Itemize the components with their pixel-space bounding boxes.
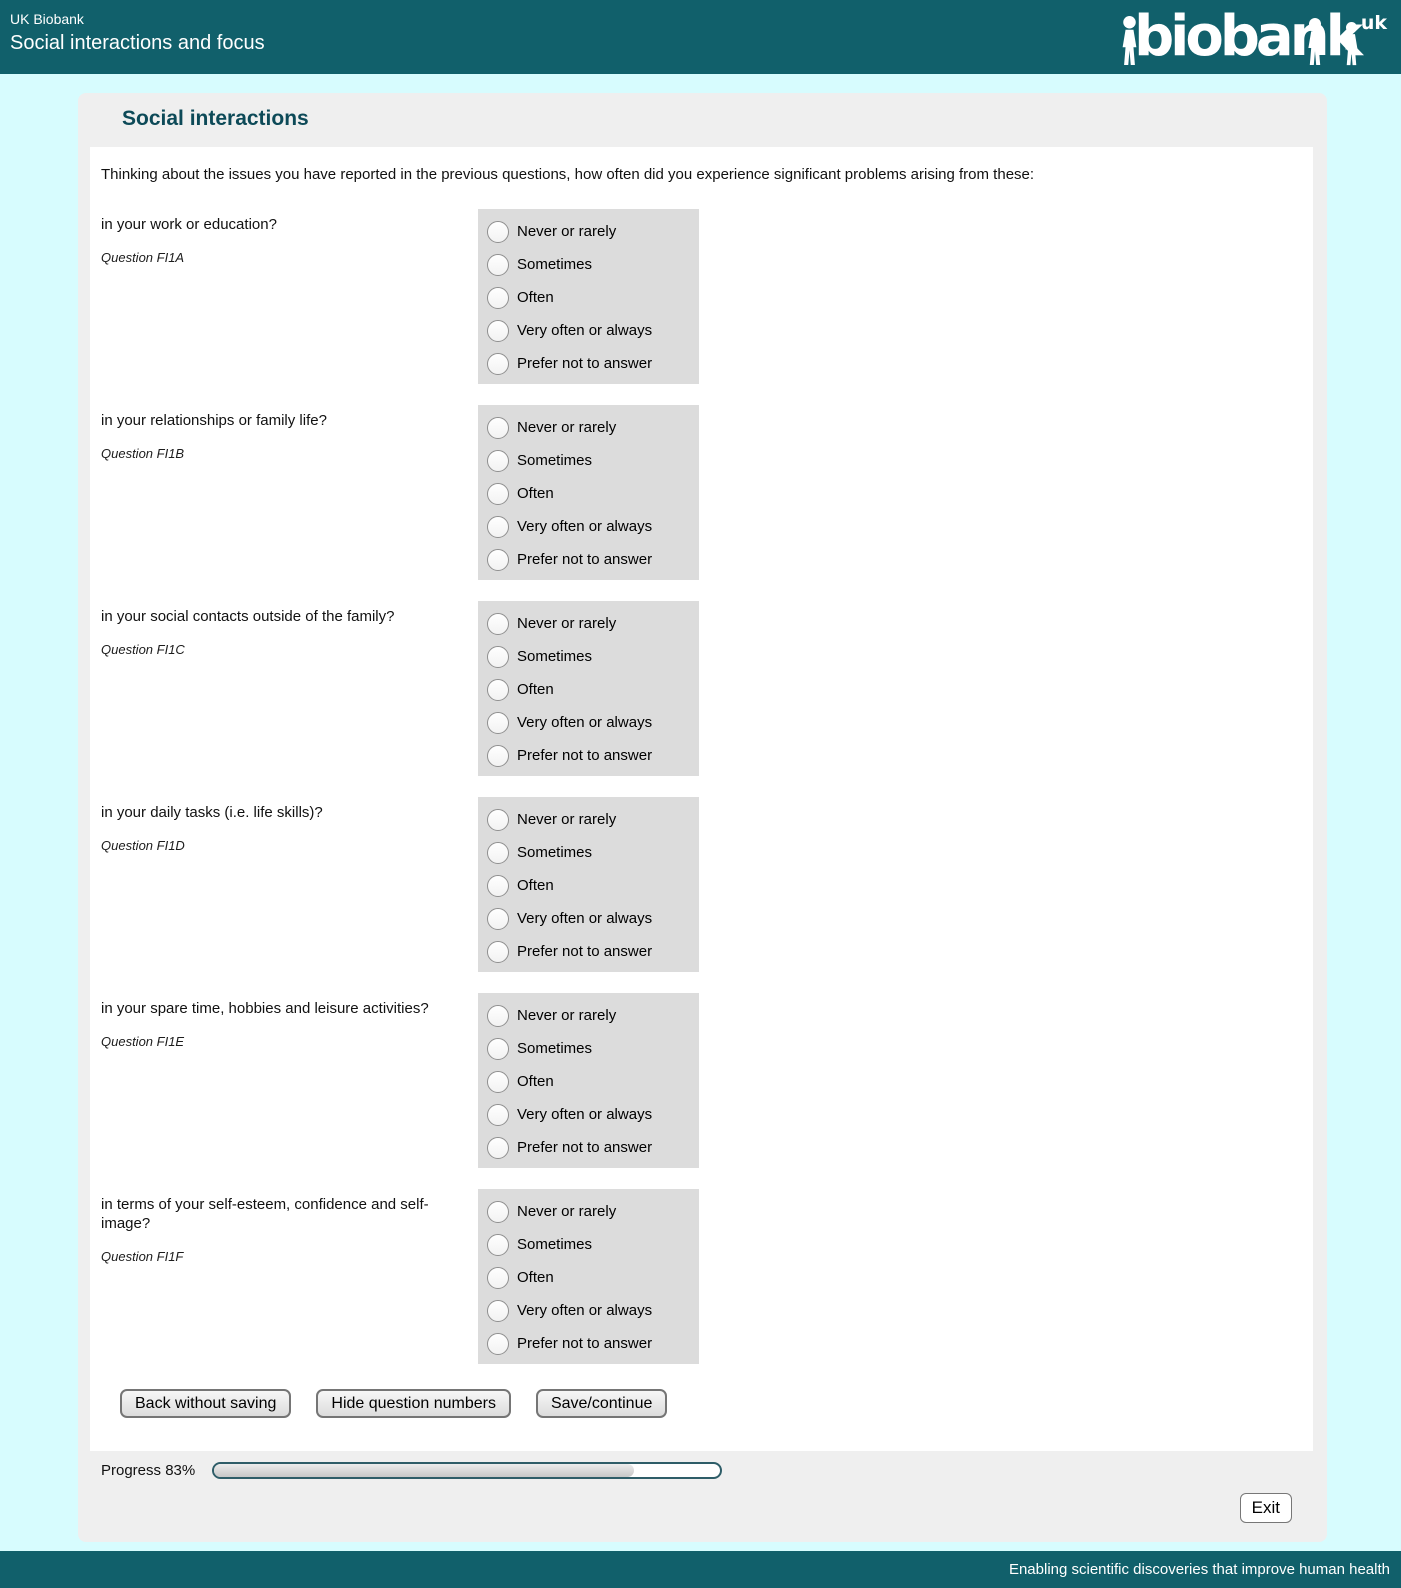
radio-button-icon[interactable]	[487, 809, 509, 831]
option-label: Never or rarely	[517, 811, 617, 828]
progress-bar	[212, 1462, 722, 1479]
radio-button-icon[interactable]	[487, 320, 509, 342]
radio-option[interactable]	[478, 935, 699, 968]
question-text-block	[101, 1189, 478, 1364]
radio-button-icon[interactable]	[487, 646, 509, 668]
save-continue-button[interactable]: Save/continue	[536, 1389, 667, 1418]
option-label: Prefer not to answer	[517, 551, 653, 568]
radio-button-icon[interactable]	[487, 1137, 509, 1159]
progress-row	[78, 1451, 1327, 1483]
option-label: Prefer not to answer	[517, 1335, 653, 1352]
options-group	[478, 601, 699, 776]
radio-button-icon[interactable]	[487, 450, 509, 472]
radio-button-icon[interactable]	[487, 842, 509, 864]
question-row	[101, 601, 1302, 776]
radio-button-icon[interactable]	[487, 549, 509, 571]
back-without-saving-button[interactable]: Back without saving	[120, 1389, 291, 1418]
options-group	[478, 405, 699, 580]
radio-option[interactable]	[478, 1098, 699, 1131]
option-label: Never or rarely	[517, 615, 617, 632]
question-code: Question FI1A	[101, 250, 185, 265]
option-label: Very often or always	[517, 518, 653, 535]
question-text-block	[101, 209, 478, 384]
question-text-block	[101, 797, 478, 972]
question-row	[101, 797, 1302, 972]
questions-panel	[90, 147, 1313, 1451]
radio-button-icon[interactable]	[487, 712, 509, 734]
radio-button-icon[interactable]	[487, 1300, 509, 1322]
hide-question-numbers-button[interactable]: Hide question numbers	[316, 1389, 511, 1418]
radio-option[interactable]	[478, 902, 699, 935]
question-label: in your work or education?	[101, 216, 277, 233]
option-label: Never or rarely	[517, 1007, 617, 1024]
option-label: Very often or always	[517, 1302, 653, 1319]
question-label: in your spare time, hobbies and leisure activities?	[101, 1000, 429, 1017]
radio-option[interactable]	[478, 1327, 699, 1360]
progress-label: Progress 83%	[101, 1461, 196, 1479]
radio-button-icon[interactable]	[487, 745, 509, 767]
question-label: in your relationships or family life?	[101, 412, 327, 429]
question-label: in terms of your self-esteem, confidence and self-image?	[101, 1196, 429, 1232]
radio-button-icon[interactable]	[487, 1071, 509, 1093]
radio-option[interactable]	[478, 510, 699, 543]
radio-button-icon[interactable]	[487, 417, 509, 439]
radio-option[interactable]	[478, 248, 699, 281]
app-title: UK Biobank	[10, 11, 84, 27]
radio-option[interactable]	[478, 803, 699, 836]
logo-text: biobank	[1134, 4, 1359, 69]
question-label: in your social contacts outside of the family?	[101, 608, 395, 625]
radio-option[interactable]	[478, 411, 699, 444]
radio-option[interactable]	[478, 640, 699, 673]
header-bar	[0, 0, 1401, 74]
radio-option[interactable]	[478, 607, 699, 640]
radio-button-icon[interactable]	[487, 1038, 509, 1060]
option-label: Very often or always	[517, 322, 653, 339]
option-label: Prefer not to answer	[517, 943, 653, 960]
radio-option[interactable]	[478, 543, 699, 576]
form-buttons-row	[120, 1389, 1302, 1418]
radio-button-icon[interactable]	[487, 221, 509, 243]
options-group	[478, 1189, 699, 1364]
question-code: Question FI1E	[101, 1034, 185, 1049]
intro-text: Thinking about the issues you have reported in the previous questions, how often did you experience significant problems arising from these:	[101, 166, 1035, 183]
options-group	[478, 797, 699, 972]
option-label: Sometimes	[517, 452, 593, 469]
radio-button-icon[interactable]	[487, 613, 509, 635]
radio-option[interactable]	[478, 1065, 699, 1098]
radio-option[interactable]	[478, 836, 699, 869]
option-label: Often	[517, 1073, 554, 1090]
biobank-logo	[1134, 0, 1387, 74]
page-title: Social interactions and focus	[10, 32, 265, 54]
radio-option[interactable]	[478, 999, 699, 1032]
question-row	[101, 209, 1302, 384]
radio-button-icon[interactable]	[487, 1005, 509, 1027]
option-label: Prefer not to answer	[517, 1139, 653, 1156]
radio-button-icon[interactable]	[487, 353, 509, 375]
radio-button-icon[interactable]	[487, 679, 509, 701]
question-row	[101, 993, 1302, 1168]
section-heading: Social interactions	[122, 107, 309, 130]
option-label: Often	[517, 485, 554, 502]
exit-button[interactable]: Exit	[1240, 1493, 1292, 1523]
option-label: Sometimes	[517, 1040, 593, 1057]
option-label: Never or rarely	[517, 1203, 617, 1220]
radio-button-icon[interactable]	[487, 287, 509, 309]
option-label: Very often or always	[517, 714, 653, 731]
radio-button-icon[interactable]	[487, 875, 509, 897]
radio-option[interactable]	[478, 706, 699, 739]
radio-option[interactable]	[478, 281, 699, 314]
radio-option[interactable]	[478, 444, 699, 477]
radio-option[interactable]	[478, 477, 699, 510]
radio-option[interactable]	[478, 1228, 699, 1261]
question-code: Question FI1B	[101, 446, 185, 461]
option-label: Never or rarely	[517, 223, 617, 240]
option-label: Very often or always	[517, 910, 653, 927]
option-label: Often	[517, 681, 554, 698]
question-text-block	[101, 993, 478, 1168]
question-text-block	[101, 601, 478, 776]
question-label: in your daily tasks (i.e. life skills)?	[101, 804, 323, 821]
question-text-block	[101, 405, 478, 580]
radio-button-icon[interactable]	[487, 1234, 509, 1256]
main-area	[0, 74, 1401, 1551]
option-label: Sometimes	[517, 1236, 593, 1253]
progress-fill	[214, 1464, 634, 1477]
option-label: Sometimes	[517, 256, 593, 273]
radio-button-icon[interactable]	[487, 1104, 509, 1126]
radio-button-icon[interactable]	[487, 254, 509, 276]
radio-button-icon[interactable]	[487, 1201, 509, 1223]
radio-button-icon[interactable]	[487, 1267, 509, 1289]
radio-option[interactable]	[478, 739, 699, 772]
option-label: Very often or always	[517, 1106, 653, 1123]
radio-button-icon[interactable]	[487, 941, 509, 963]
option-label: Sometimes	[517, 844, 593, 861]
question-row	[101, 1189, 1302, 1364]
footer-bar	[0, 1551, 1401, 1588]
option-label: Prefer not to answer	[517, 355, 653, 372]
option-label: Often	[517, 1269, 554, 1286]
option-label: Often	[517, 877, 554, 894]
option-label: Sometimes	[517, 648, 593, 665]
radio-option[interactable]	[478, 1032, 699, 1065]
option-label: Often	[517, 289, 554, 306]
radio-option[interactable]	[478, 1195, 699, 1228]
radio-option[interactable]	[478, 1131, 699, 1164]
radio-button-icon[interactable]	[487, 516, 509, 538]
radio-option[interactable]	[478, 215, 699, 248]
radio-option[interactable]	[478, 1294, 699, 1327]
exit-row	[78, 1483, 1327, 1542]
radio-option[interactable]	[478, 347, 699, 380]
question-code: Question FI1D	[101, 838, 185, 853]
question-code: Question FI1F	[101, 1249, 184, 1264]
option-label: Prefer not to answer	[517, 747, 653, 764]
question-row	[101, 405, 1302, 580]
options-group	[478, 209, 699, 384]
options-group	[478, 993, 699, 1168]
question-code: Question FI1C	[101, 642, 185, 657]
radio-option[interactable]	[478, 673, 699, 706]
radio-option[interactable]	[478, 869, 699, 902]
survey-card	[78, 93, 1327, 1542]
radio-button-icon[interactable]	[487, 908, 509, 930]
radio-button-icon[interactable]	[487, 1333, 509, 1355]
logo-uk-superscript: uk	[1360, 12, 1387, 34]
radio-option[interactable]	[478, 1261, 699, 1294]
radio-option[interactable]	[478, 314, 699, 347]
radio-button-icon[interactable]	[487, 483, 509, 505]
logo-wordmark	[1134, 4, 1387, 69]
footer-tagline: Enabling scientific discoveries that improve human health	[1008, 1561, 1390, 1578]
option-label: Never or rarely	[517, 419, 617, 436]
